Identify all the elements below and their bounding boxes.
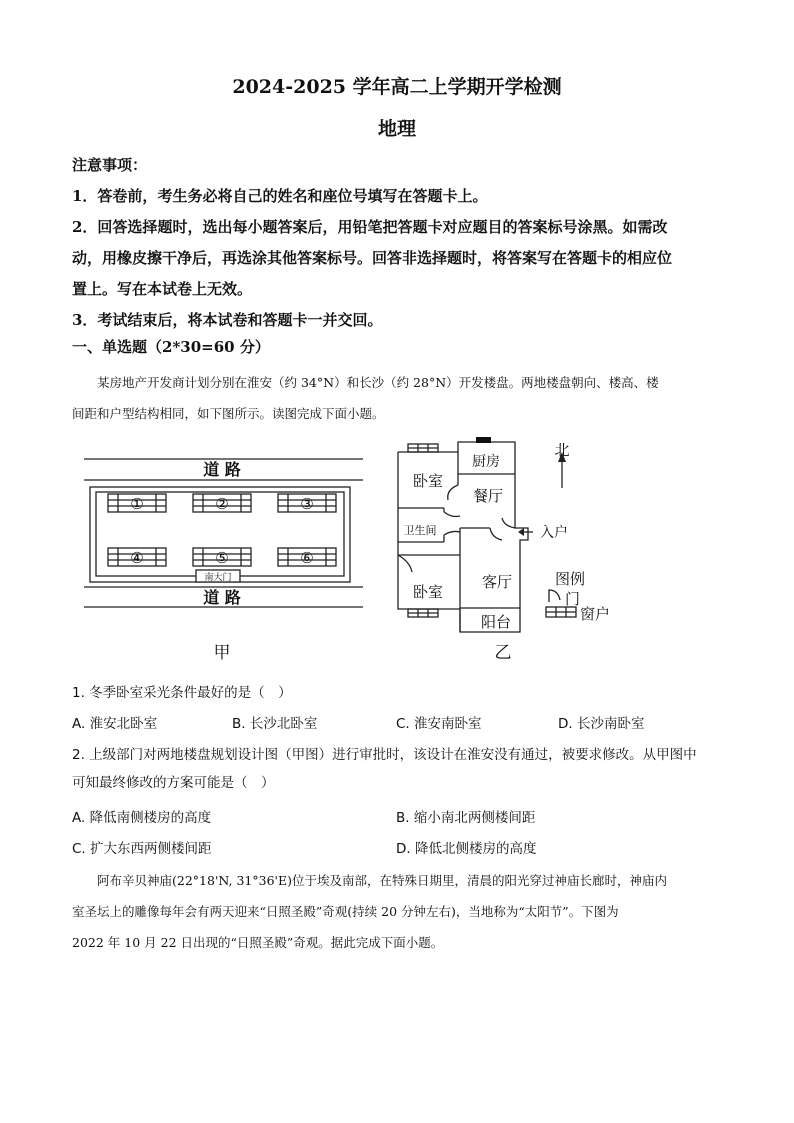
room-bathroom: 卫生间 — [403, 524, 437, 537]
building-label: ⑥ — [300, 549, 314, 567]
gate-label: 南大门 — [204, 573, 232, 583]
notice-item: 3．考试结束后，将本试卷和答题卡一并交回。 — [72, 311, 383, 329]
stem-line: 可知最终修改的方案可能是（ ） — [72, 775, 275, 791]
option-c[interactable]: C. 扩大东西两侧楼间距 — [72, 841, 212, 857]
road-label-bottom: 道 路 — [203, 588, 241, 607]
section-heading: 一、单选题（2*30=60 分） — [72, 338, 270, 356]
subject-title: 地理 — [377, 118, 416, 140]
passage-line: 2022 年 10 月 22 日出现的“日照圣殿”奇观。据此完成下面小题。 — [72, 935, 444, 950]
building-label: ① — [130, 495, 144, 513]
notice-item: 动，用橡皮擦干净后，再选涂其他答案标号。回答非选择题时，将答案写在答题卡的相应位 — [72, 249, 673, 267]
option-b[interactable]: B. 长沙北卧室 — [232, 716, 318, 732]
room-living: 客厅 — [481, 573, 513, 591]
entry-arrow-icon — [518, 528, 524, 536]
passage-line: 阿布辛贝神庙(22°18'N, 31°36'E)位于埃及南部，在特殊日期里，清晨的阳光穿过神庙长廊时，神庙内 — [97, 873, 667, 888]
road-label-top: 道 路 — [203, 460, 241, 479]
question-1-stem: 1. 冬季卧室采光条件最好的是（ ） — [72, 685, 292, 701]
option-d[interactable]: D. 长沙南卧室 — [558, 716, 645, 732]
passage-2 — [72, 865, 722, 958]
room-kitchen: 厨房 — [472, 454, 500, 470]
building-label: ③ — [300, 495, 314, 513]
question-2-stem — [72, 741, 722, 797]
option-d[interactable]: D. 降低北侧楼房的高度 — [396, 841, 537, 857]
room-dining: 餐厅 — [472, 487, 504, 505]
legend-door-label: 门 — [565, 590, 581, 608]
option-a[interactable]: A. 降低南侧楼房的高度 — [72, 810, 212, 826]
notice-item: 1．答卷前，考生务必将自己的姓名和座位号填写在答题卡上。 — [72, 187, 488, 205]
notice-item: 置上。写在本试卷上无效。 — [72, 280, 253, 298]
north-label: 北 — [554, 441, 570, 459]
passage-line: 室圣坛上的雕像每年会有两天迎来“日照圣殿”奇观(持续 20 分钟左右)，当地称为“太阳节”。下图为 — [72, 904, 619, 919]
option-a[interactable]: A. 淮安北卧室 — [72, 716, 158, 732]
option-b[interactable]: B. 缩小南北两侧楼间距 — [396, 810, 536, 826]
exam-title: 2024-2025 学年高二上学期开学检测 — [232, 76, 562, 98]
stem-line: 2. 上级部门对两地楼盘规划设计图（甲图）进行审批时，该设计在淮安没有通过，被要求修改。从甲图中 — [72, 747, 697, 763]
room-balcony: 阳台 — [480, 613, 512, 631]
notice-item: 2．回答选择题时，选出每小题答案后，用铅笔把答题卡对应题目的答案标号涂黑。如需改 — [72, 218, 668, 236]
room-bedroom-north: 卧室 — [412, 472, 444, 490]
room-bedroom-south: 卧室 — [412, 583, 444, 601]
passage-line: 间距和户型结构相同，如下图所示。读图完成下面小题。 — [72, 406, 385, 421]
building-label: ④ — [130, 549, 144, 567]
chimney-mark — [476, 437, 491, 443]
notice-block — [72, 150, 722, 336]
legend-title: 图例 — [554, 570, 586, 588]
passage-line: 某房地产开发商计划分别在淮安（约 34°N）和长沙（约 28°N）开发楼盘。两地楼盘朝向、楼高、楼 — [97, 375, 659, 390]
option-c[interactable]: C. 淮安南卧室 — [396, 716, 482, 732]
notice-heading: 注意事项： — [72, 156, 148, 174]
figure-caption-yi: 乙 — [494, 643, 512, 663]
figure-caption-jia: 甲 — [213, 643, 231, 663]
entry-label: 入户 — [540, 525, 568, 541]
legend-window-label: 窗户 — [580, 605, 611, 623]
building-label: ② — [215, 495, 229, 513]
figure-jia-yi — [0, 400, 794, 670]
building-label: ⑤ — [215, 549, 229, 567]
